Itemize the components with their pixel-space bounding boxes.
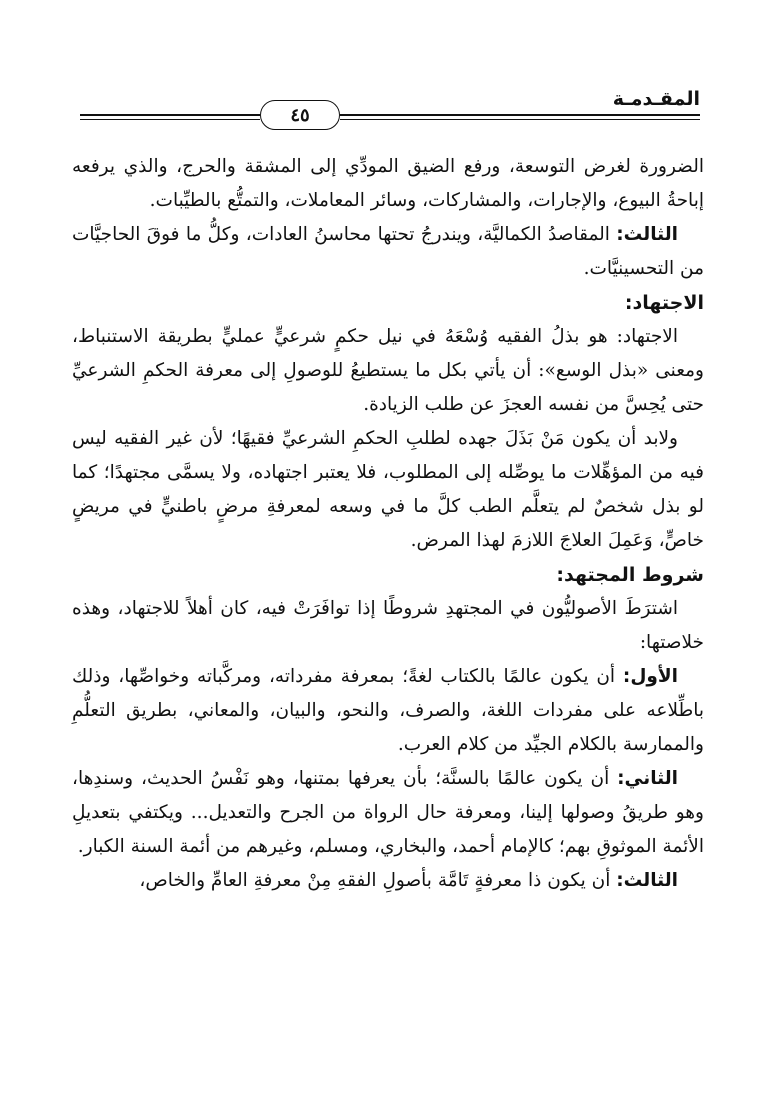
header-rule-left-thin — [80, 119, 260, 120]
page-number: ٤٥ — [260, 100, 340, 130]
paragraph-continuation: الضرورة لغرض التوسعة، ورفع الضيق المودِّي إلى المشقة والحرج، والذي يرفعه إباحةُ البيوع، والإجارات، والمشاركات، وسائر المعاملات، والتمتُّع بالطيِّبات. — [72, 156, 704, 211]
paragraph-condition-first — [72, 660, 704, 762]
paragraph-lead: الثاني: — [617, 768, 678, 789]
page-body — [72, 150, 704, 898]
header-rule-right-thin — [340, 119, 700, 120]
paragraph-mujtahid-faqih: ولابد أن يكون مَنْ بَذَلَ جهده لطلبِ الحكمِ الشرعيِّ فقيهًا؛ لأن غير الفقيه ليس فيه من المؤهِّلات ما يوصِّله إلى المطلوب، فلا يعتبر اجتهاده، ولا يسمَّى مجتهدًا؛ كما لو بذل شخصٌ لم يتعلَّم الطب كلَّ ما في وسعه لمعرفةِ مرضٍ باطنيٍّ في مريضٍ خاصٍّ، وَعَمِلَ العلاجَ اللازمَ لهذا المرض. — [72, 428, 704, 551]
page-header — [70, 72, 708, 132]
paragraph-lead: الثالث: — [616, 224, 678, 245]
paragraph-condition-third — [72, 864, 704, 898]
section-heading-ijtihad: الاجتهاد: — [624, 292, 704, 314]
running-title: المقـدمـة — [612, 88, 700, 110]
paragraph-text: أن يكون عالمًا بالكتاب لغةً؛ بمعرفة مفرداته، ومركَّباته وخواصِّها، وذلك باطِّلاعه على مفردات اللغة، والصرف، والنحو، والبيان، والمعاني، بطريق التعلُّمِ والممارسة بالكلام الجيِّد من كلام العرب. — [72, 666, 704, 755]
paragraph-lead: الثالث: — [616, 870, 678, 891]
paragraph-third-aims — [72, 218, 704, 286]
header-rule-right — [340, 114, 700, 116]
paragraph-text: المقاصدُ الكماليَّة، ويندرجُ تحتها محاسنُ العادات، وكلُّ ما فوقَ الحاجيَّات من التحسينيَّات. — [72, 224, 704, 279]
paragraph-text: أن يكون عالمًا بالسنَّة؛ بأن يعرفها بمتنها، وهو نَفْسُ الحديث، وسندِها، وهو طريقُ وصولها إلينا، ومعرفة حال الرواة من الجرح والتعديل... ويكتفي بتعديلِ الأئمة الموثوقِ بهم؛ كالإمام أحمد، والبخاري، ومسلم، وغيرهم من أئمة السنة الكبار. — [72, 768, 704, 857]
paragraph-condition-second — [72, 762, 704, 864]
section-heading-conditions: شروط المجتهد: — [556, 564, 704, 586]
paragraph-ijtihad-definition: الاجتهاد: هو بذلُ الفقيه وُسْعَهُ في نيل حكمٍ شرعيٍّ عمليٍّ بطريقة الاستنباط، ومعنى «بذل الوسع»: أن يأتي بكل ما يستطيعُ للوصولِ إلى معرفة الحكمِ الشرعيِّ حتى يُحِسَّ من نفسه العجزَ عن طلب الزيادة. — [72, 326, 704, 415]
paragraph-text: أن يكون ذا معرفةٍ تَامَّة بأصولِ الفقهِ مِنْ معرفةِ العامِّ والخاص، — [139, 870, 611, 891]
paragraph-lead: الأول: — [622, 666, 678, 687]
header-rule-left — [80, 114, 260, 116]
paragraph-conditions-intro: اشترَطَ الأصوليُّون في المجتهدِ شروطًا إذا توافَرَتْ فيه، كان أهلاً للاجتهاد، وهذه خلاصتها: — [72, 598, 704, 653]
